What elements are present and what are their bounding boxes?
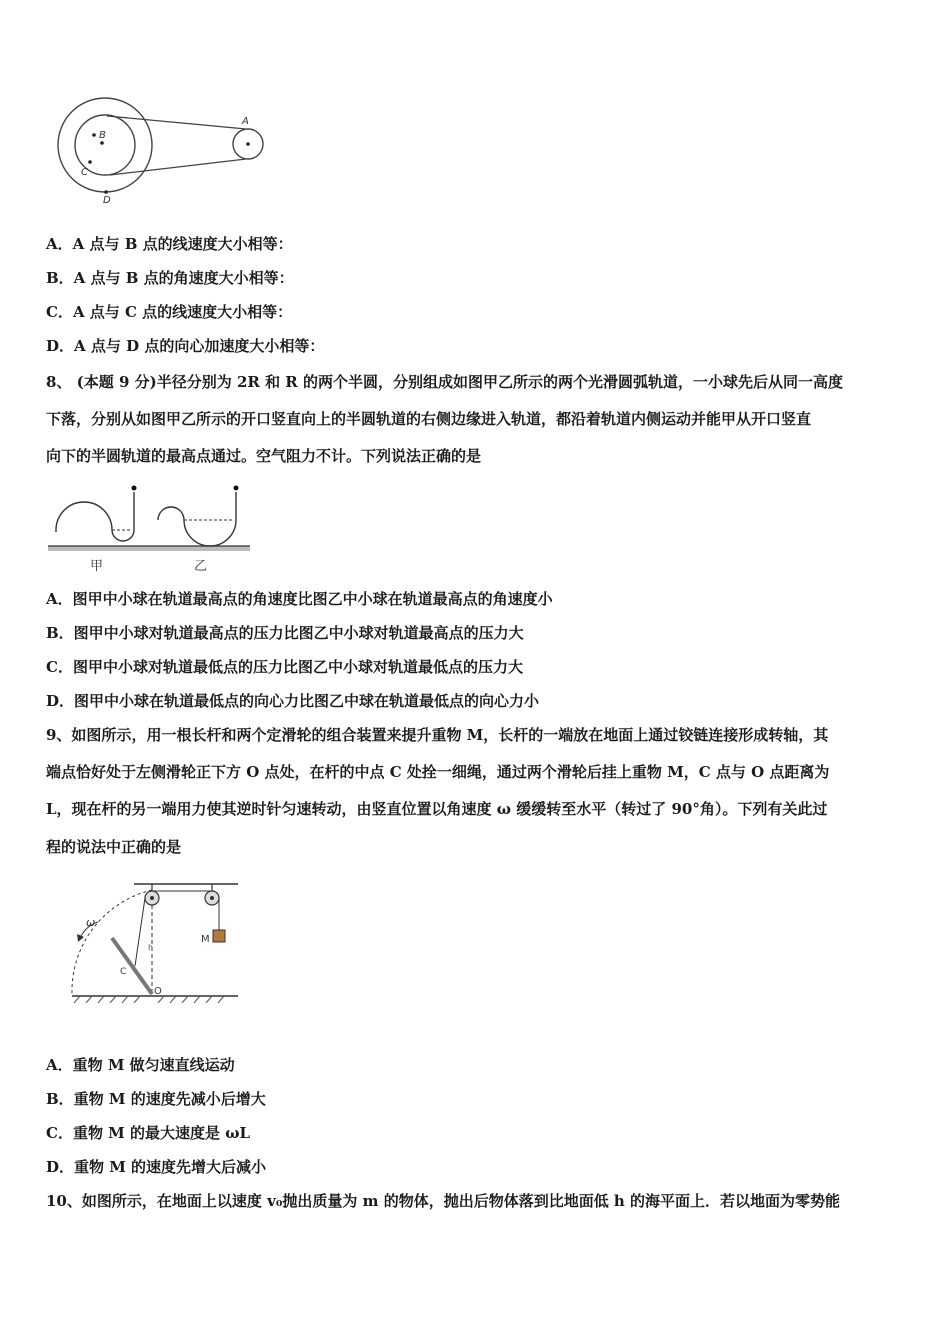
- point-c-dot: [88, 160, 92, 164]
- q7-option-a: A．A 点与 B 点的线速度大小相等：: [46, 235, 293, 253]
- track-jia-top: [56, 502, 112, 530]
- label-a: A: [242, 116, 249, 127]
- q8-option-b: B．图甲中小球对轨道最高点的压力比图乙中小球对轨道最高点的压力大: [46, 624, 524, 642]
- belt-top: [107, 116, 246, 129]
- q7-option-b: B．A 点与 B 点的角速度大小相等：: [46, 269, 294, 287]
- q9-option-c: C．重物 M 的最大速度是 ωL: [46, 1124, 251, 1142]
- label-h: h: [148, 943, 154, 952]
- label-c: C: [120, 967, 127, 977]
- q9-stem-line-1: 9、如图所示，用一根长杆和两个定滑轮的组合装置来提升重物 M，长杆的一端放在地面上通过铰链连接形成转轴，其: [46, 726, 829, 744]
- label-omega: ω: [86, 916, 96, 929]
- q8-stem-line-1: 8、 (本题 9 分)半径分别为 2R 和 R 的两个半圆，分别组成如图甲乙所示的两个光滑圆弧轨道，一小球先后从同一高度: [46, 373, 843, 391]
- track-jia-bottom: [112, 530, 134, 541]
- label-yi: 乙: [194, 559, 208, 574]
- q8-option-a: A．图甲中小球在轨道最高点的角速度比图乙中小球在轨道最高点的角速度小: [46, 590, 553, 608]
- large-pulley-outer: [58, 98, 152, 192]
- q9-stem-line-4: 程的说法中正确的是: [46, 838, 182, 856]
- ball-jia: [132, 486, 137, 491]
- q9-option-a: A．重物 M 做匀速直线运动: [46, 1056, 235, 1074]
- q8-option-d: D．图甲中小球在轨道最低点的向心力比图乙中球在轨道最低点的向心力小: [46, 692, 540, 710]
- q9-stem-line-2: 端点恰好处于左侧滑轮正下方 O 点处，在杆的中点 C 处拴一细绳，通过两个滑轮后挂上重物 M，C 点与 O 点距离为: [46, 763, 830, 781]
- q8-stem-line-2: 下落，分别从如图甲乙所示的开口竖直向上的半圆轨道的右侧边缘进入轨道，都沿着轨道内侧运动并能甲从开口竖直: [46, 410, 812, 428]
- q7-option-c: C．A 点与 C 点的线速度大小相等：: [46, 303, 293, 321]
- ground: [48, 546, 250, 551]
- q9-option-b: B．重物 M 的速度先减小后增大: [46, 1090, 266, 1108]
- ball-yi: [234, 486, 239, 491]
- track-yi-bottom: [184, 520, 236, 546]
- q8-stem-line-3: 向下的半圆轨道的最高点通过。空气阻力不计。下列说法正确的是: [46, 447, 482, 465]
- q8-option-c: C．图甲中小球对轨道最低点的压力比图乙中小球对轨道最低点的压力大: [46, 658, 523, 676]
- mass-m: [213, 930, 225, 942]
- q9-stem-line-3: L，现在杆的另一端用力使其逆时针匀速转动，由竖直位置以角速度 ω 缓缓转至水平（转过了 90°角）。下列有关此过: [46, 800, 828, 818]
- pulley-belt-figure: [50, 95, 280, 205]
- point-b-dot: [92, 133, 96, 137]
- semicircle-tracks-figure: [44, 480, 256, 576]
- rod: [112, 938, 152, 994]
- rod-pulley-figure: [64, 876, 244, 1006]
- point-a-dot: [246, 142, 250, 146]
- point-d-dot: [104, 190, 108, 194]
- label-m: M: [201, 934, 210, 945]
- center-dot: [100, 141, 104, 145]
- label-jia: 甲: [90, 559, 104, 574]
- rope: [135, 898, 145, 966]
- track-yi-top: [158, 507, 184, 520]
- label-o: O: [154, 986, 162, 997]
- label-b: B: [99, 130, 106, 141]
- label-c: C: [81, 167, 88, 178]
- q10-stem-line-1: 10、如图所示，在地面上以速度 v₀抛出质量为 m 的物体，抛出后物体落到比地面低 h 的海平面上．若以地面为零势能: [46, 1192, 841, 1210]
- q7-option-d: D．A 点与 D 点的向心加速度大小相等：: [46, 337, 325, 355]
- q9-option-d: D．重物 M 的速度先增大后减小: [46, 1158, 267, 1176]
- large-pulley-inner: [75, 115, 135, 175]
- label-d: D: [103, 195, 111, 205]
